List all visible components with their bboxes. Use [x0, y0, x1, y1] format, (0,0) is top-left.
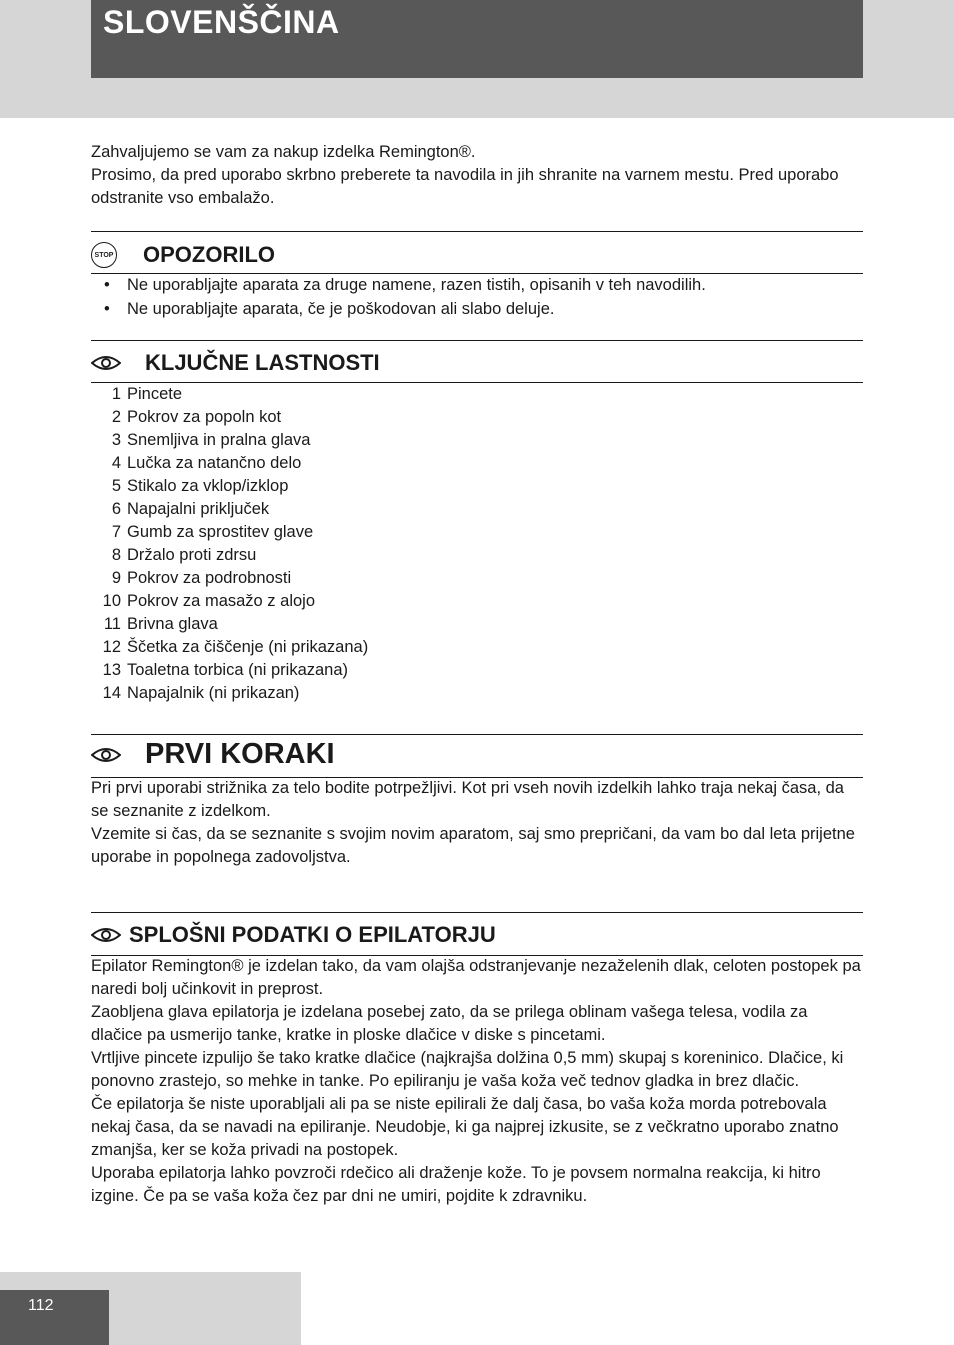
item-number: 10 — [102, 592, 121, 610]
section-rule — [91, 912, 863, 913]
item-label: Pokrov za popoln kot — [127, 408, 282, 426]
item-number: 12 — [102, 638, 121, 656]
warning-title: OPOZORILO — [143, 242, 275, 267]
list-item: • Ne uporabljajte aparata za druge namene, razen tistih, opisanih v teh navodilih. — [91, 273, 863, 297]
item-label: Toaletna torbica (ni prikazana) — [127, 661, 349, 679]
section-rule — [91, 231, 863, 232]
list-item — [91, 475, 368, 498]
intro-line: Prosimo, da pred uporabo skrbno preberete ta navodila in jih shranite na varnem mestu. Pred uporabo odstranite vso embalažo. — [91, 166, 839, 207]
item-label: Ščetka za čiščenje (ni prikazana) — [127, 638, 369, 656]
paragraph: Vzemite si čas, da se seznanite s svojim novim aparatom, saj smo prepričani, da vam bo dal leta prijetne uporabe in popolnega zadovoljstva. — [91, 825, 855, 866]
page-number-box — [0, 1290, 109, 1345]
item-label: Pokrov za masažo z alojo — [127, 592, 316, 610]
item-label: Gumb za sprostitev glave — [127, 523, 314, 541]
item-number: 3 — [111, 431, 121, 449]
intro-line: Zahvaljujemo se vam za nakup izdelka Remington®. — [91, 143, 476, 161]
list-item — [91, 521, 368, 544]
features-heading — [91, 350, 380, 376]
intro-text — [91, 141, 863, 210]
item-number: 1 — [111, 385, 121, 403]
item-number: 5 — [111, 477, 121, 495]
warning-list — [91, 273, 863, 321]
page-number: 112 — [28, 1297, 54, 1314]
features-title: KLJUČNE LASTNOSTI — [145, 350, 380, 375]
item-label: Napajalnik (ni prikazan) — [127, 684, 300, 702]
eye-icon — [91, 746, 121, 764]
paragraph: Pri prvi uporabi strižnika za telo bodite potrpežljivi. Kot pri vseh novih izdelkih lahko traja nekaj časa, da se seznanite z izdelkom. — [91, 779, 844, 820]
list-item — [91, 452, 368, 475]
list-item — [91, 383, 368, 406]
paragraph: Uporaba epilatorja lahko povzroči rdečico ali draženje kože. To je povsem normalna reakcija, ki hitro izgine. Če pa se vaša koža čez par dni ne umiri, pojdite k zdravniku. — [91, 1164, 821, 1205]
paragraph: Vrtljive pincete izpulijo še tako kratke dlačice (najkrajša dolžina 0,5 mm) skupaj s koreninico. Dlačice, ki ponovno zrastejo, so mehke in tanke. Po epiliranju je vaša koža več tednov gladka in brez dlačic. — [91, 1049, 844, 1090]
list-item — [91, 567, 368, 590]
list-item — [91, 613, 368, 636]
header-title-box — [91, 0, 863, 78]
item-number: 4 — [111, 454, 121, 472]
first-steps-title: PRVI KORAKI — [145, 738, 335, 770]
list-item — [91, 429, 368, 452]
section-rule — [91, 734, 863, 735]
first-steps-text — [91, 777, 863, 869]
item-number: 6 — [111, 500, 121, 518]
list-item — [91, 659, 368, 682]
list-item — [91, 406, 368, 429]
general-title: SPLOŠNI PODATKI O EPILATORJU — [129, 922, 496, 947]
list-item — [91, 590, 368, 613]
list-item: • Ne uporabljajte aparata, če je poškodovan ali slabo deluje. — [91, 297, 863, 321]
item-label: Pincete — [127, 385, 183, 403]
section-rule — [91, 340, 863, 341]
features-list — [91, 383, 368, 705]
general-text — [91, 955, 863, 1208]
item-number: 11 — [103, 615, 121, 633]
item-label: Pokrov za podrobnosti — [127, 569, 292, 587]
paragraph: Epilator Remington® je izdelan tako, da vam olajša odstranjevanje nezaželenih dlak, celoten postopek pa naredi bolj učinkovit in preprost. — [91, 957, 861, 998]
item-number: 14 — [102, 684, 121, 702]
item-number: 13 — [102, 661, 121, 679]
item-number: 9 — [111, 569, 121, 587]
item-label: Napajalni priključek — [127, 500, 270, 518]
item-label: Stikalo za vklop/izklop — [127, 477, 289, 495]
item-number: 7 — [111, 523, 121, 541]
item-number: 8 — [111, 546, 121, 564]
list-item — [91, 544, 368, 567]
eye-icon — [91, 926, 121, 944]
first-steps-heading — [91, 738, 335, 771]
page-title: SLOVENŠČINA — [103, 4, 340, 40]
item-number: 2 — [111, 408, 121, 426]
eye-icon — [91, 354, 121, 372]
list-item — [91, 636, 368, 659]
item-label: Lučka za natančno delo — [127, 454, 302, 472]
list-item — [91, 682, 368, 705]
stop-icon: STOP — [91, 242, 117, 268]
item-label: Brivna glava — [127, 615, 218, 633]
list-item — [91, 498, 368, 521]
paragraph: Zaobljena glava epilatorja je izdelana posebej zato, da se prilega oblinam vašega telesa, vodila za dlačice pa usmerijo tanke, kratke in ploske dlačice v diske s pincetami. — [91, 1003, 808, 1044]
item-label: Držalo proti zdrsu — [127, 546, 257, 564]
warning-heading — [91, 242, 275, 268]
paragraph: Če epilatorja še niste uporabljali ali pa se niste epilirali že dalj časa, bo vaša koža morda potrebovala nekaj časa, da se navadi na epiliranje. Neudobje, ki ga najprej izkusite, se z večkratno uporabo znatno zmanjša, ker se koža privadi na postopek. — [91, 1095, 839, 1159]
general-heading — [91, 922, 496, 948]
item-label: Snemljiva in pralna glava — [127, 431, 311, 449]
